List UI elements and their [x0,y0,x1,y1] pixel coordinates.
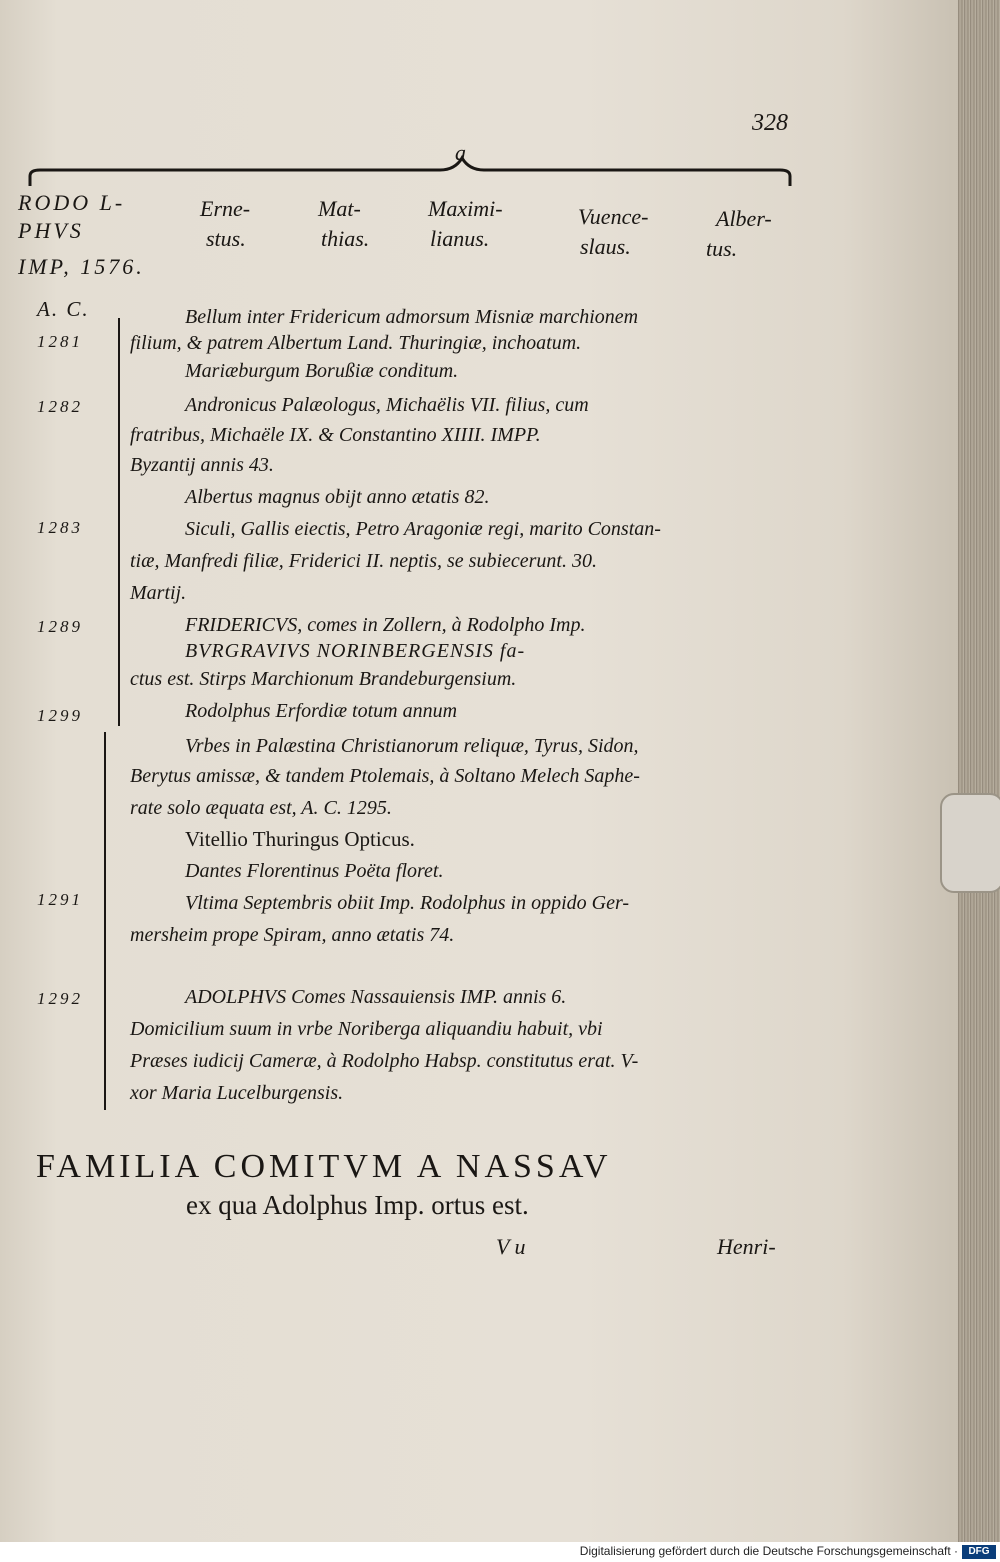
header-name-vuenceslaus-1: Vuence- [578,204,649,229]
chronicle-line: rate solo æquata est, A. C. 1295. [130,797,392,819]
chronicle-line: BVRGRAVIVS NORINBERGENSIS fa- [185,640,526,662]
chronicle-line: ADOLPHVS Comes Nassauiensis IMP. annis 6. [185,986,567,1008]
chronicle-line: Rodolphus Erfordiæ totum annum [185,700,458,722]
chronicle-line: Vrbes in Palæstina Christianorum reliquæ, Tyrus, Sidon, [185,735,639,757]
header-rodolphus-2: PHVS [18,218,84,243]
header-name-ernestus-1: Erne- [200,196,251,221]
footer-credit: Digitalisierung gefördert durch die Deutsche Forschungsgemeinschaft · [579,1544,958,1558]
header-name-albertus-2: tus. [706,236,738,261]
chronicle-line: Vitellio Thuringus Opticus. [185,827,415,851]
chronicle-line: fratribus, Michaële IX. & Constantino XIIII. IMPP. [130,424,541,446]
header-name-matthias-2: thias. [321,226,370,251]
page-clip-tab [940,793,1000,893]
header-name-matthias-1: Mat- [318,196,361,221]
header-name-ernestus-2: stus. [206,226,246,251]
chronicle-line: Mariæburgum Borußiæ conditum. [185,360,459,382]
catchword: Henri- [717,1234,776,1259]
chronicle-line: mersheim prope Spiram, anno ætatis 74. [130,924,455,946]
chronicle-line: FRIDERICVS, comes in Zollern, à Rodolpho Imp. [185,614,586,636]
margin-rule-bottom [104,732,106,1110]
margin-rule-top [118,318,120,726]
section-subtitle: ex qua Adolphus Imp. ortus est. [186,1190,529,1220]
chronicle-line: Andronicus Palæologus, Michaëlis VII. filius, cum [185,394,589,416]
genealogy-brace [0,0,958,200]
year-label: 1282 [37,397,83,416]
header-name-vuenceslaus-2: slaus. [580,234,631,259]
signature-catch: V u [496,1234,526,1259]
year-label: 1289 [37,617,83,636]
year-label: 1281 [37,332,83,351]
header-rodolphus-1: RODO L- [18,190,126,215]
dfg-logo: DFG [962,1545,996,1559]
chronicle-line: ctus est. Stirps Marchionum Brandeburgensium. [130,668,517,690]
year-label: 1292 [37,989,83,1008]
chronicle-line: xor Maria Lucelburgensis. [130,1082,344,1104]
chronicle-line: Martij. [130,582,187,604]
header-rodolphus-3: IMP, 1576. [18,254,145,279]
year-label-ac: A. C. [37,297,90,321]
chronicle-line: Vltima Septembris obiit Imp. Rodolphus in oppido Ger- [185,892,630,914]
chronicle-line: Dantes Florentinus Poëta floret. [185,860,444,882]
header-name-maximilianus-2: lianus. [430,226,490,251]
header-name-maximilianus-1: Maximi- [428,196,503,221]
page-edges [958,0,1000,1542]
year-label: 1283 [37,518,83,537]
chronicle-line: Albertus magnus obijt anno ætatis 82. [185,486,490,508]
page-number: 328 [752,110,788,136]
digitization-footer [0,1542,1000,1562]
chronicle-line: Siculi, Gallis eiectis, Petro Aragoniæ regi, marito Constan- [185,518,661,540]
chronicle-line: Præses iudicij Cameræ, à Rodolpho Habsp. constitutus erat. V- [130,1050,639,1072]
chronicle-line: Domicilium suum in vrbe Noriberga aliquandiu habuit, vbi [130,1018,603,1040]
section-title: FAMILIA COMITVM A NASSAV [36,1148,612,1185]
year-label: 1291 [37,890,83,909]
chronicle-line: filium, & patrem Albertum Land. Thuringiæ, inchoatum. [130,332,582,354]
signature-mark: a [455,140,466,165]
chronicle-line: Byzantij annis 43. [130,454,274,476]
chronicle-line: Berytus amissæ, & tandem Ptolemais, à Soltano Melech Saphe- [130,765,640,787]
year-label: 1299 [37,706,83,725]
chronicle-line: Bellum inter Fridericum admorsum Misniæ marchionem [185,306,639,328]
chronicle-line: tiæ, Manfredi filiæ, Friderici II. neptis, se subiecerunt. 30. [130,550,597,572]
header-name-albertus-1: Alber- [716,206,772,231]
